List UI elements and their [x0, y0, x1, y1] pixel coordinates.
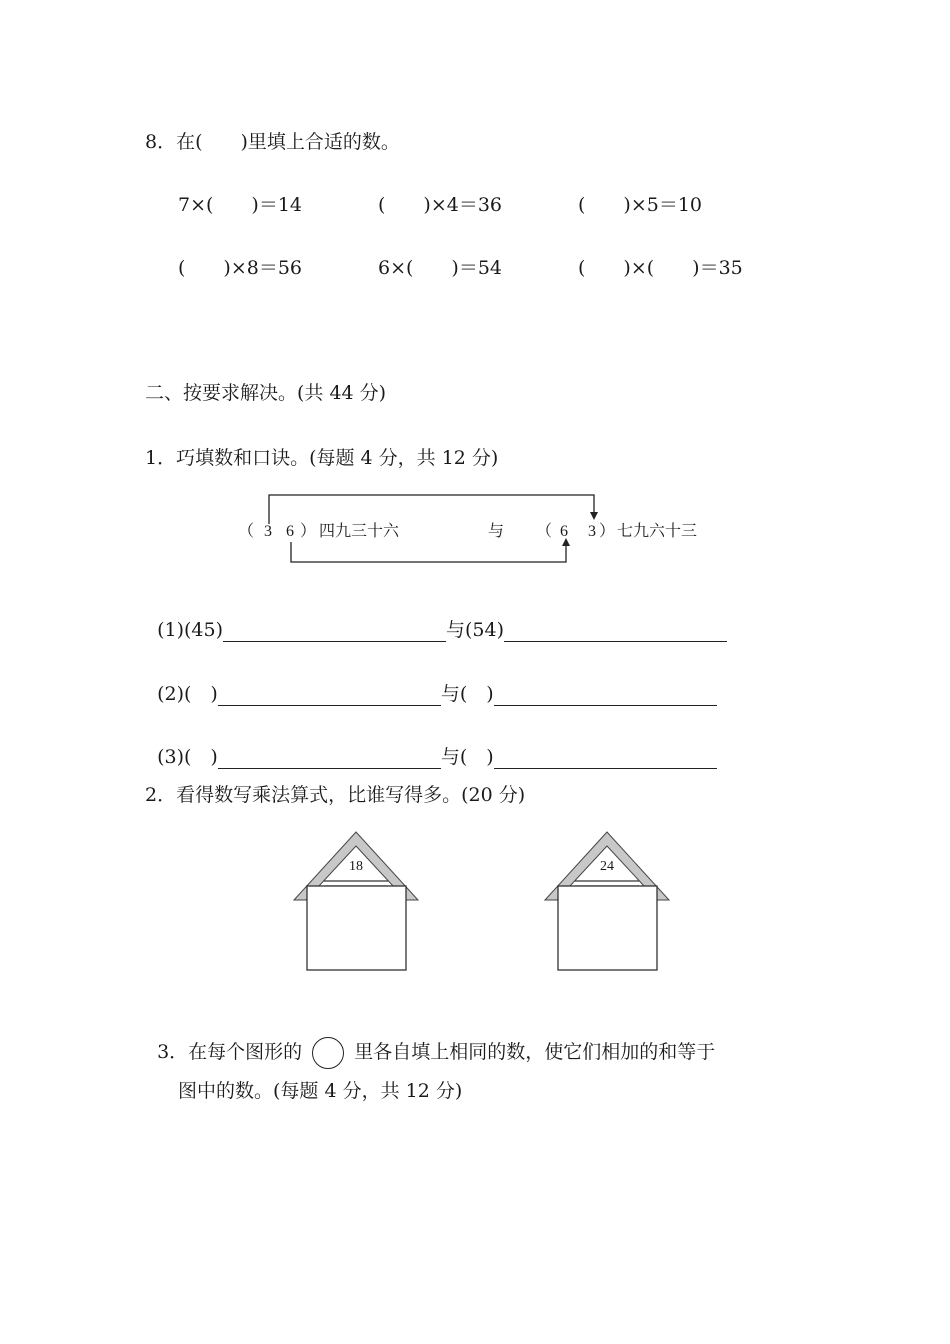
q8-eq-2-1: ( )×8＝56 — [178, 257, 303, 279]
house-figure-2 — [541, 828, 676, 974]
q1-item-1-label: (1)(45) — [157, 619, 224, 641]
q1-item-2 — [145, 658, 717, 706]
q1-item-3-mid: 与( ) — [440, 746, 494, 768]
q3-suffix: 里各自填上相同的数，使它们相加的和等于 — [354, 1041, 716, 1063]
top-bracket-line — [269, 495, 594, 524]
left-digit-a: 3 — [264, 523, 272, 540]
q1-item-1 — [145, 594, 727, 642]
q1-item-1-blank-b[interactable] — [504, 621, 727, 642]
q1-title: 1．巧填数和口诀。(每题 4 分，共 12 分) — [145, 447, 499, 469]
q1-item-2-label: (2)( ) — [157, 683, 218, 705]
q8-eq-1-3: ( )×5＝10 — [578, 194, 703, 216]
left-rhyme: 四九三十六 — [319, 523, 400, 540]
house-2-number: 24 — [600, 859, 614, 874]
q1-item-3-label: (3)( ) — [157, 746, 218, 768]
left-close-paren: ） — [300, 523, 317, 540]
q3-prefix: 3．在每个图形的 — [157, 1041, 303, 1063]
q8-eq-2-2: 6×( )＝54 — [378, 257, 503, 279]
q8-title: 8．在( )里填上合适的数。 — [145, 131, 400, 153]
q3-line-1 — [145, 1001, 715, 1069]
left-digit-b: 6 — [286, 523, 294, 540]
top-arrow-head — [590, 512, 598, 520]
multiplication-rhyme-diagram — [230, 490, 730, 570]
house-2-body — [558, 886, 657, 970]
q8-eq-1-2: ( )×4＝36 — [378, 194, 503, 216]
right-digit-b: 3 — [588, 523, 596, 540]
right-close-paren: ） — [599, 523, 616, 540]
house-1-number: 18 — [349, 859, 363, 874]
house-1-body — [307, 886, 406, 970]
right-open-paren: （ — [536, 523, 553, 540]
q1-item-2-blank-b[interactable] — [494, 685, 717, 706]
joiner-text: 与 — [488, 523, 505, 540]
q1-item-2-mid: 与( ) — [440, 683, 494, 705]
q1-item-3-blank-a[interactable] — [218, 748, 441, 769]
q1-item-1-mid: 与(54) — [446, 619, 505, 641]
left-open-paren: （ — [238, 523, 255, 540]
section2-title: 二、按要求解决。(共 44 分) — [145, 382, 387, 404]
right-digit-a: 6 — [560, 523, 568, 540]
bottom-bracket-line — [291, 542, 566, 562]
circle-shape-icon — [312, 1037, 344, 1069]
q8-eq-2-3: ( )×( )＝35 — [578, 257, 743, 279]
q1-item-1-blank-a[interactable] — [223, 621, 446, 642]
house-figure-1 — [290, 828, 425, 974]
q1-item-2-blank-a[interactable] — [218, 685, 441, 706]
q3-line-2: 图中的数。(每题 4 分，共 12 分) — [178, 1080, 463, 1102]
right-rhyme: 七九六十三 — [617, 523, 698, 540]
q8-eq-1-1: 7×( )＝14 — [178, 194, 303, 216]
q1-item-3 — [145, 721, 717, 769]
q2-title: 2．看得数写乘法算式，比谁写得多。(20 分) — [145, 784, 526, 806]
q1-item-3-blank-b[interactable] — [494, 748, 717, 769]
